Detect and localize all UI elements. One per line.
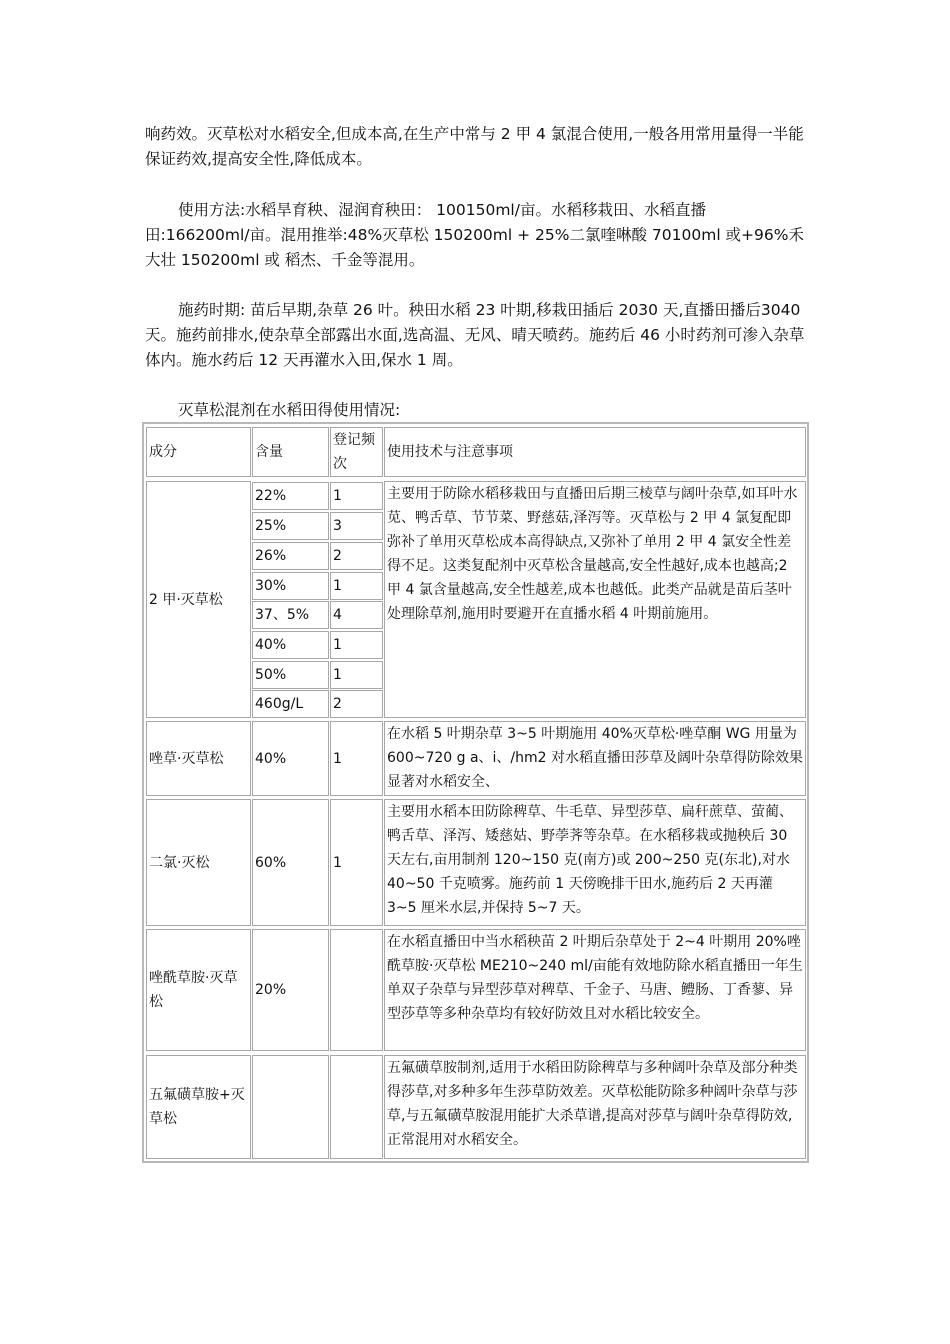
group1-component: 2 甲·灭草松 — [146, 481, 251, 718]
group1-content-cell: 50% — [252, 661, 329, 689]
header-component: 成分 — [146, 427, 251, 477]
group1-count-cell: 1 — [330, 661, 383, 689]
row5-content — [252, 1055, 329, 1159]
paragraph-table-caption: 灭草松混剂在水稻田得使用情况: — [178, 401, 401, 419]
row4-usage: 在水稻直播田中当水稻秧苗 2 叶期后杂草处于 2~4 叶期用 20%唑酰草胺·灭草松 ME210~240 ml/亩能有效地防除水稻直播田一年生单双子杂草与异型莎草对稗草、千金子、马唐、鳢肠、丁香蓼、异型莎草等多种杂草均有较好防效且对水稻比较安全。 — [384, 929, 806, 1051]
row3-component: 二氯·灭松 — [146, 799, 251, 926]
row2-count: 1 — [330, 721, 383, 796]
group1-content-cell: 30% — [252, 572, 329, 600]
group1-count-cell: 4 — [330, 601, 383, 629]
group1-content-cell: 26% — [252, 542, 329, 570]
row4-count — [330, 929, 383, 1051]
group1-content-cell: 25% — [252, 512, 329, 540]
row2-content: 40% — [252, 721, 329, 796]
paragraph-timing: 施药时期: 苗后早期,杂草 26 叶。秧田水稻 23 叶期,移栽田插后 2030 天,直播田播后3040 天。施药前排水,使杂草全部露出水面,选高温、无风、晴天喷药。施药后 46 小时药剂可渗入杂草体内。施水药后 12 天再灌水入田,保水 1 周。 — [145, 301, 805, 369]
group1-count-cell: 2 — [330, 690, 383, 718]
header-content: 含量 — [252, 427, 329, 477]
row3-count: 1 — [330, 799, 383, 926]
group1-content-cell: 40% — [252, 631, 329, 659]
group1-usage: 主要用于防除水稻移栽田与直播田后期三棱草与阔叶杂草,如耳叶水苋、鸭舌草、节节菜、野慈菇,泽泻等。灭草松与 2 甲 4 氯复配即弥补了单用灭草松成本高得缺点,又弥补了单用 2 甲 4 氯安全性差得不足。这类复配剂中灭草松含量越高,安全性越好,成本也越高;2 甲 4 氯含量越高,安全性越差,成本也越低。此类产品就是苗后茎叶处理除草剂,施用时要避开在直播水稻 4 叶期前施用。 — [384, 481, 806, 718]
group1-count-cell: 1 — [330, 631, 383, 659]
group1-count-cell: 1 — [330, 572, 383, 600]
group1-content-cell: 460g/L — [252, 690, 329, 718]
paragraph-usage: 使用方法:水稻旱育秧、湿润育秧田： 100150ml/亩。水稻移栽田、水稻直播田:166200ml/亩。混用推举:48%灭草松 150200ml + 25%二氯喹啉酸 70100ml 或+96%禾大壮 150200ml 或 稻杰、千金等混用。 — [145, 201, 804, 269]
header-registrations: 登记频次 — [330, 427, 383, 477]
row5-usage: 五氟磺草胺制剂,适用于水稻田防除稗草与多种阔叶杂草及部分种类得莎草,对多种多年生莎草防效差。灭草松能防除多种阔叶杂草与莎草,与五氟磺草胺混用能扩大杀草谱,提高对莎草与阔叶杂草得防效,正常混用对水稻安全。 — [384, 1055, 806, 1159]
row3-content: 60% — [252, 799, 329, 926]
row3-usage: 主要用水稻本田防除稗草、牛毛草、异型莎草、扁秆蔗草、萤蔺、鸭舌草、泽泻、矮慈姑、野荸荠等杂草。在水稻移栽或抛秧后 30 天左右,亩用制剂 120~150 克(南方)或 200~250 克(东北),对水 40~50 千克喷雾。施药前 1 天傍晚排干田水,施药后 2 天再灌 3~5 厘米水层,并保持 5~7 天。 — [384, 799, 806, 926]
mixture-table — [142, 422, 809, 1163]
row5-component: 五氟磺草胺+灭草松 — [146, 1055, 251, 1159]
group1-content-cell: 22% — [252, 482, 329, 510]
row4-component: 唑酰草胺·灭草松 — [146, 929, 251, 1051]
header-usage: 使用技术与注意事项 — [384, 427, 806, 477]
group1-count-cell: 1 — [330, 482, 383, 510]
row5-count — [330, 1055, 383, 1159]
group1-content-cell: 37、5% — [252, 601, 329, 629]
paragraph-effect: 响药效。灭草松对水稻安全,但成本高,在生产中常与 2 甲 4 氯混合使用,一般各用常用量得一半能保证药效,提高安全性,降低成本。 — [145, 125, 804, 168]
row2-component: 唑草·灭草松 — [146, 721, 251, 796]
row2-usage: 在水稻 5 叶期杂草 3~5 叶期施用 40%灭草松·唑草酮 WG 用量为 600~720 g a、i、/hm2 对水稻直播田莎草及阔叶杂草得防除效果显著对水稻安全、 — [384, 721, 806, 796]
group1-count-cell: 3 — [330, 512, 383, 540]
row4-content: 20% — [252, 929, 329, 1051]
group1-count-cell: 2 — [330, 542, 383, 570]
